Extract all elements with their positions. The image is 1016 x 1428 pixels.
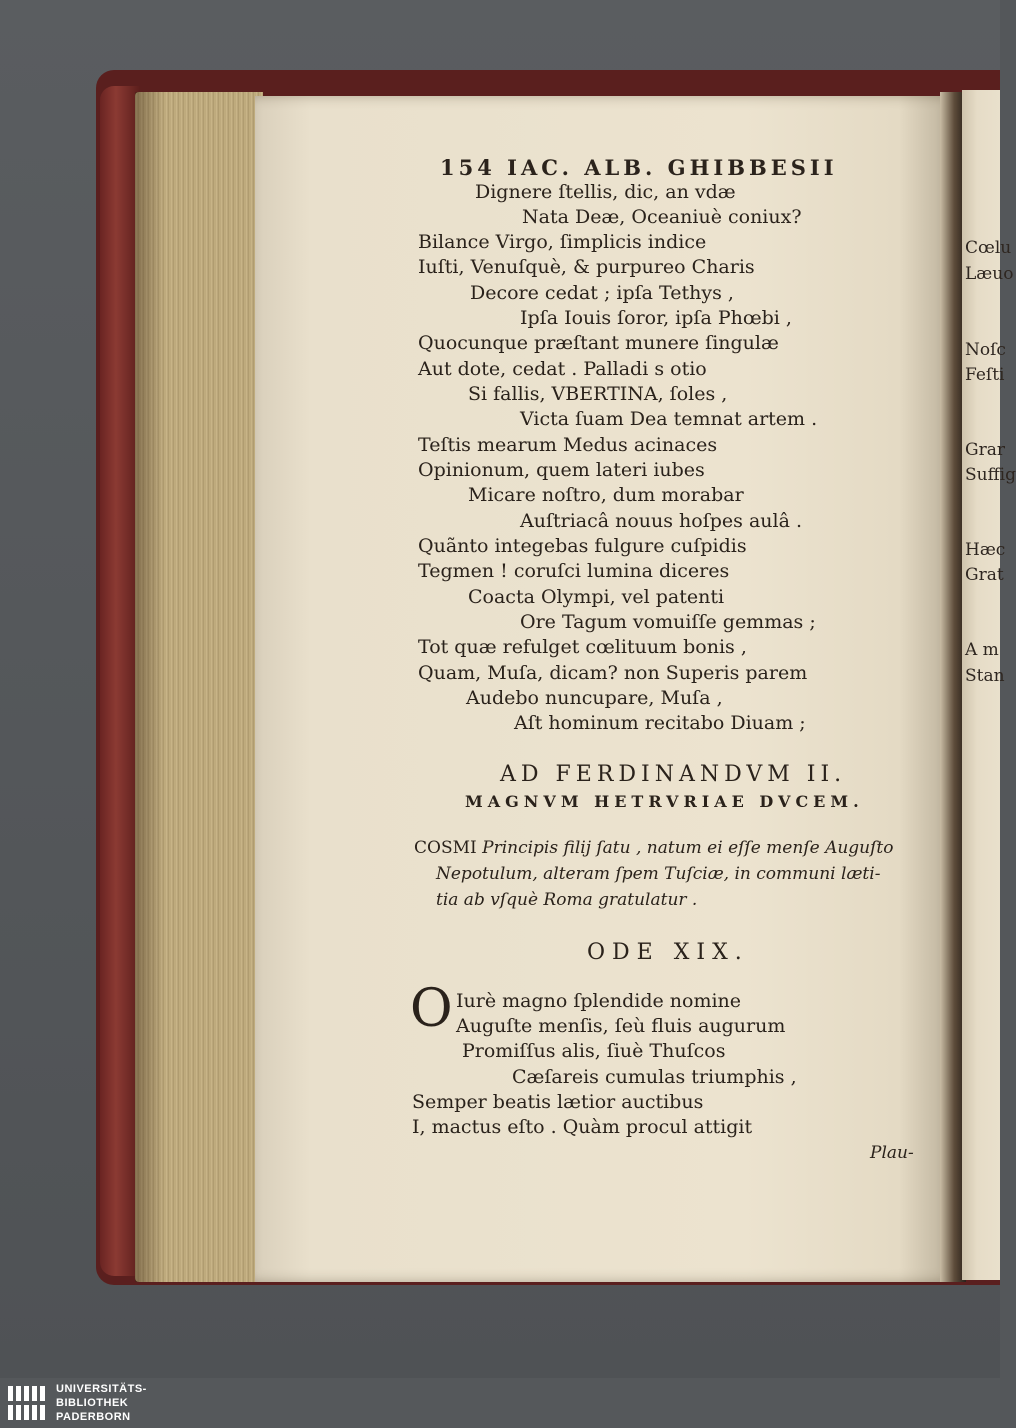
facing-page-word: A m xyxy=(965,640,999,660)
facing-page xyxy=(962,90,1016,1280)
verse-line: Teſtis mearum Medus acinaces xyxy=(418,434,718,456)
ode-line: Promiſſus alis, ſiuè Thuſcos xyxy=(462,1040,726,1062)
verse-line: Quãnto integebas fulgure cuſpidis xyxy=(418,535,747,557)
footer-bar xyxy=(0,1378,1000,1428)
verse-line: Iuſti, Venuſquè, & purpureo Charis xyxy=(418,256,755,278)
verse-line: Opinionum, quem lateri iubes xyxy=(418,459,705,481)
library-name-line: UNIVERSITÄTS- xyxy=(56,1383,147,1395)
ode-line: Cæſareis cumulas triumphis , xyxy=(512,1066,797,1088)
facing-page-word: Grar xyxy=(965,440,1005,460)
ode-line: Iurè magno ſplendide nomine xyxy=(456,990,742,1012)
library-name-line: BIBLIOTHEK xyxy=(56,1397,129,1409)
verse-line: Micare noſtro, dum morabar xyxy=(468,484,744,506)
facing-page-word: Feſti xyxy=(965,365,1005,385)
argument-lead: COSMI xyxy=(414,838,477,858)
verse-line: Aſt hominum recitabo Diuam ; xyxy=(514,712,806,734)
verse-line: Coacta Olympi, vel patenti xyxy=(468,586,725,608)
verse-line: Audebo nuncupare, Muſa , xyxy=(466,687,723,709)
library-name-line: PADERBORN xyxy=(56,1411,131,1423)
verse-line: Quam, Muſa, dicam? non Superis parem xyxy=(418,662,808,684)
poem-subtitle: MAGNVM HETRVRIAE DVCEM. xyxy=(465,792,864,811)
poem-title: AD FERDINANDVM II. xyxy=(500,762,847,787)
verse-line: Ore Tagum vomuiſſe gemmas ; xyxy=(520,611,816,633)
facing-page-word: Læuo xyxy=(965,264,1014,284)
library-logo-icon xyxy=(6,1382,48,1424)
facing-page-word: Cœlu xyxy=(965,238,1012,258)
facing-page-word: Grat xyxy=(965,565,1004,585)
ode-line: Semper beatis lætior auctibus xyxy=(412,1091,704,1113)
argument-line: tia ab vſquè Roma gratulatur . xyxy=(436,890,698,910)
drop-cap: O xyxy=(410,979,453,1039)
facing-page-word: Stan xyxy=(965,666,1005,686)
ode-line: I, mactus eſto . Quàm procul attigit xyxy=(412,1116,753,1138)
page-block-shadow xyxy=(135,92,165,1282)
verse-line: Quocunque præſtant munere ſingulæ xyxy=(418,332,779,354)
facing-page-word: Noſc xyxy=(965,340,1006,360)
verse-line: Bilance Virgo, ſimplicis indice xyxy=(418,231,707,253)
argument-text: Principis filij ſatu , natum ei eſſe menſe Auguſto xyxy=(482,838,894,858)
catchword: Plau- xyxy=(870,1143,914,1163)
verse-line: Dignere ſtellis, dic, an vdæ xyxy=(475,181,736,203)
facing-page-word: Hæc xyxy=(965,540,1006,560)
argument-line: Nepotulum, alteram ſpem Tuſciæ, in communi læti- xyxy=(436,864,881,884)
verse-line: Si fallis, VBERTINA, ſoles , xyxy=(468,383,728,405)
verse-line: Victa ſuam Dea temnat artem . xyxy=(520,408,818,430)
verse-line: Ipſa Iouis ſoror, ipſa Phœbi , xyxy=(520,307,792,329)
running-header: 154 IAC. ALB. GHIBBESII xyxy=(440,155,838,180)
verse-line: Nata Deæ, Oceaniuè coniux? xyxy=(522,206,802,228)
verse-line: Tot quæ refulget cœlituum bonis , xyxy=(418,636,747,658)
verse-line: Auſtriacâ nouus hoſpes aulâ . xyxy=(520,510,803,532)
verse-line: Decore cedat ; ipſa Tethys , xyxy=(470,282,734,304)
ode-title: ODE XIX. xyxy=(587,940,749,965)
verse-line: Tegmen ! coruſci lumina diceres xyxy=(418,560,730,582)
cover-edge xyxy=(100,86,140,1276)
ode-line: Auguſte menſis, ſeù fluis augurum xyxy=(456,1015,786,1037)
argument-line xyxy=(414,838,894,858)
facing-page-word: Suffig xyxy=(965,465,1016,485)
verse-line: Aut dote, cedat . Palladi s otio xyxy=(418,358,707,380)
